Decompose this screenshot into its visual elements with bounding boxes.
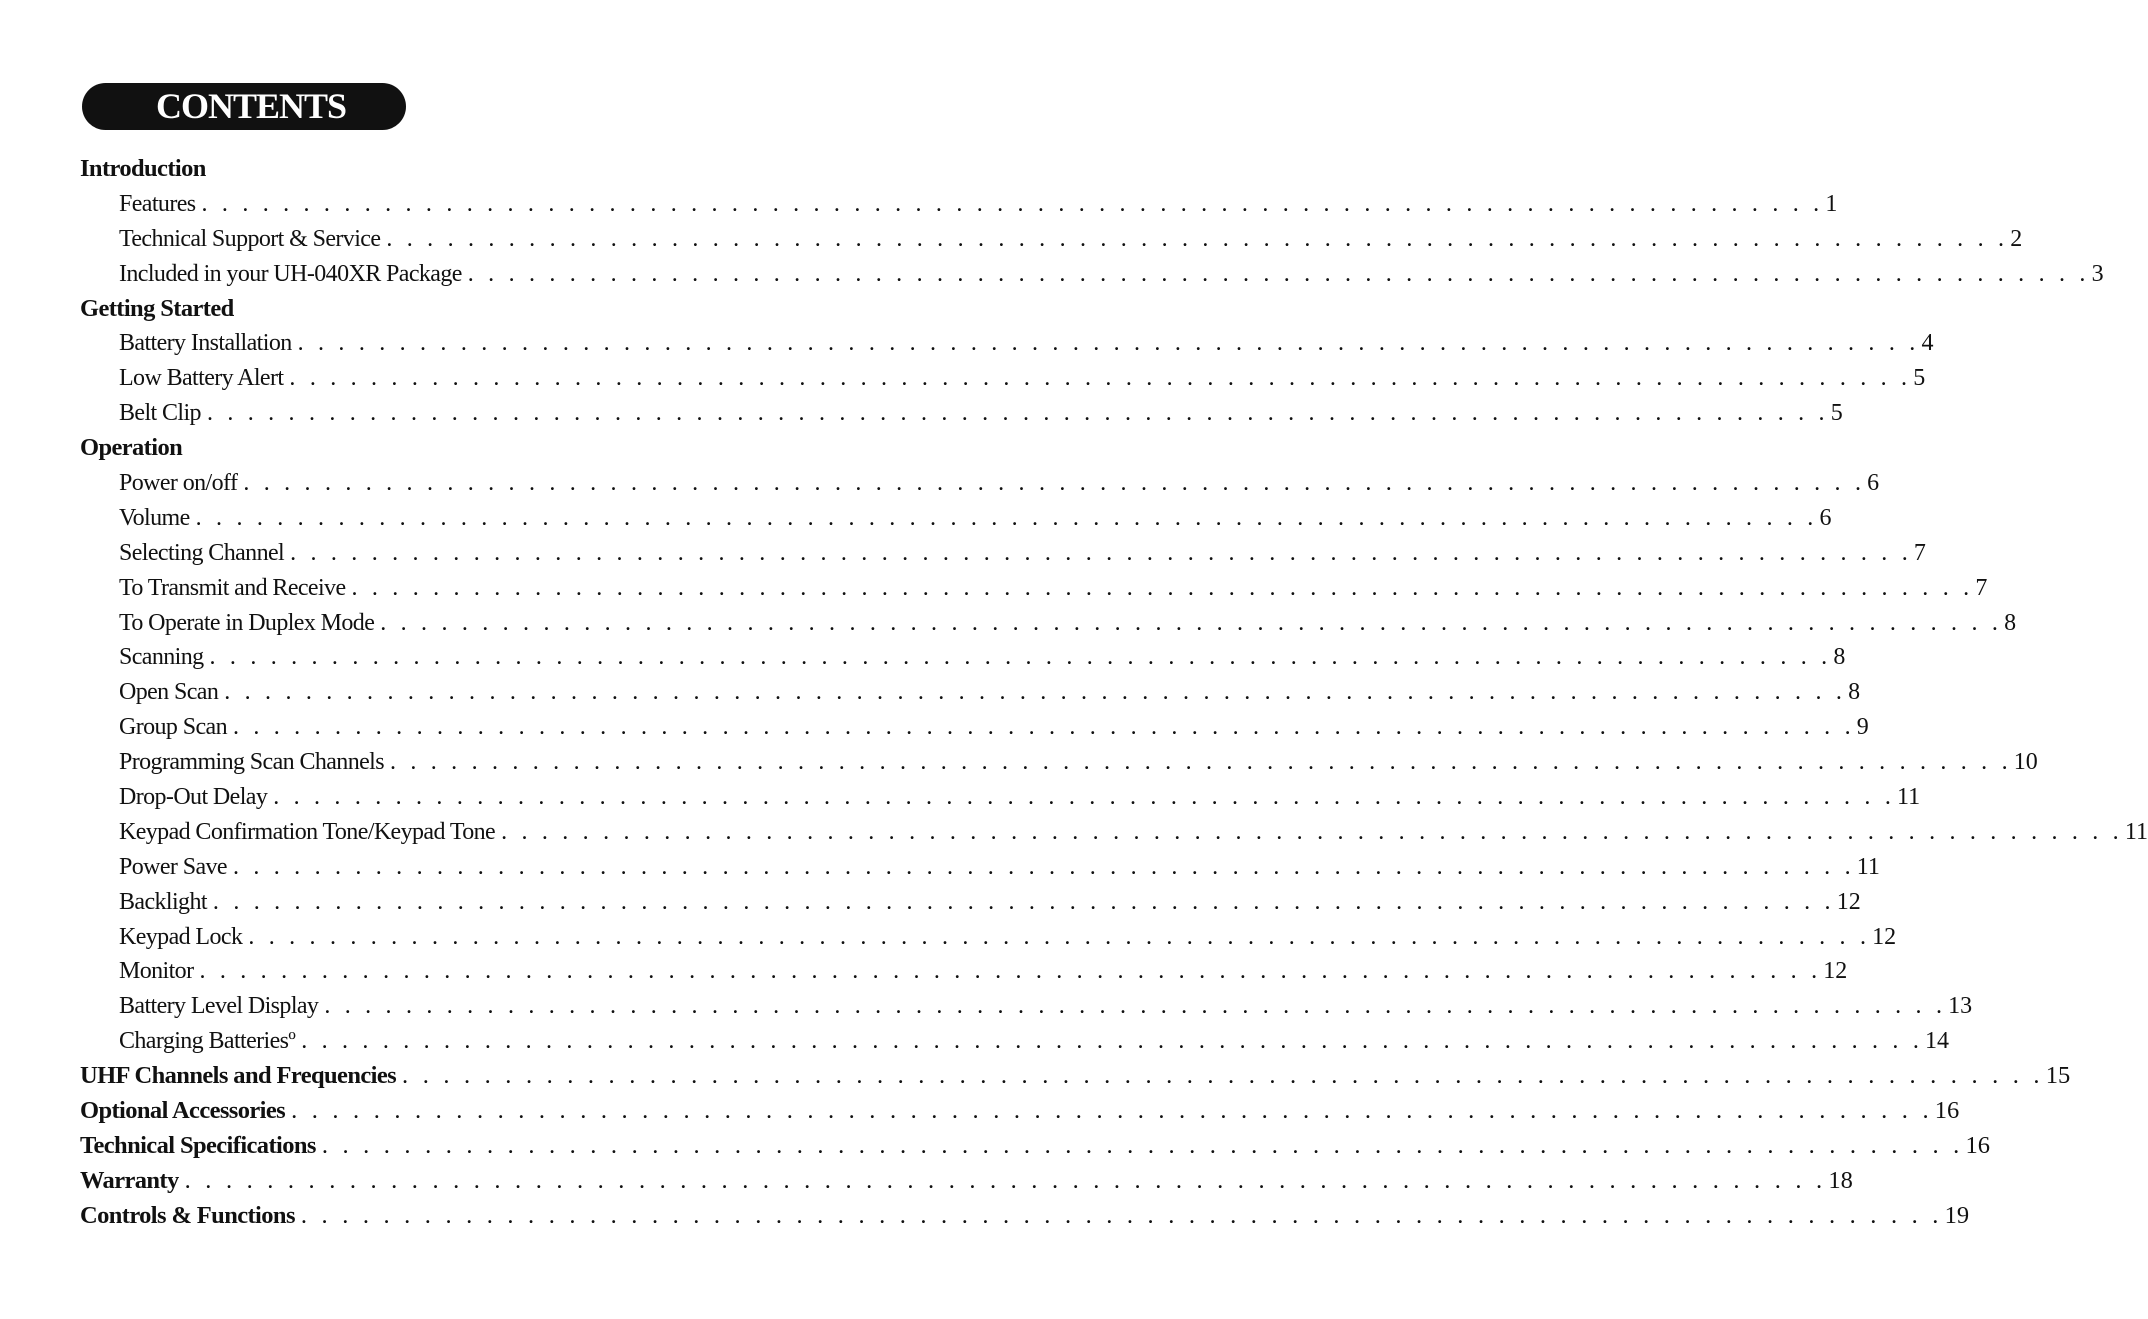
toc-entry-label: Getting Started <box>80 294 234 322</box>
toc-entry[interactable] <box>80 222 2023 257</box>
toc-entry[interactable] <box>80 396 1843 431</box>
toc-entry-label: Battery Level Display <box>119 993 319 1020</box>
toc-entry-label: Keypad Confirmation Tone/Keypad Tone <box>119 818 496 845</box>
dot-leader: . . . . . . . . . . . . . . . . . . . . . . . . . . . . . . . . . . . . . . . . . . . . . . . . . . . . . . . . . . . . . . . . . . . . . . . . . . . . . . . . <box>291 1097 1933 1125</box>
toc-section-heading[interactable] <box>80 1094 1960 1129</box>
toc-page-number: 9 <box>1856 714 1869 741</box>
toc-entry[interactable] <box>80 920 1897 955</box>
dot-leader: . . . . . . . . . . . . . . . . . . . . . . . . . . . . . . . . . . . . . . . . . . . . . . . . . . . . . . . . . . . . . . . . . . . . . . . . . . . . . . . . <box>380 609 2003 636</box>
toc-entry-label: Technical Specifications <box>80 1131 316 1159</box>
dot-leader: . . . . . . . . . . . . . . . . . . . . . . . . . . . . . . . . . . . . . . . . . . . . . . . . . . . . . . . . . . . . . . . . . . . . . . . . . . . . . . . . <box>389 749 2012 776</box>
toc-page-number: 4 <box>1921 330 1934 357</box>
toc-page-number: 8 <box>1848 679 1861 706</box>
toc-entry-label: To Transmit and Receive <box>119 574 346 601</box>
toc-entry[interactable] <box>80 815 2148 850</box>
dot-leader: . . . . . . . . . . . . . . . . . . . . . . . . . . . . . . . . . . . . . . . . . . . . . . . . . . . . . . . . . . . . . . . . . . . . . . . . . . . . . . . . <box>199 958 1822 985</box>
toc-entry-label: Volume <box>119 504 190 531</box>
toc-entry[interactable] <box>80 466 1880 501</box>
toc-page-number: 8 <box>2004 609 2017 636</box>
toc-entry-label: Controls & Functions <box>80 1201 295 1229</box>
toc-page-number: 10 <box>2013 749 2038 776</box>
toc-page-number: 3 <box>2091 260 2104 287</box>
toc-section-heading[interactable] <box>80 152 786 187</box>
dot-leader: . . . . . . . . . . . . . . . . . . . . . . . . . . . . . . . . . . . . . . . . . . . . . . . . . . . . . . . . . . . . . . . . . . . . . . . . . . . . . . . . <box>386 225 2009 252</box>
toc-entry-label: Scanning <box>119 644 204 671</box>
dot-leader: . . . . . . . . . . . . . . . . . . . . . . . . . . . . . . . . . . . . . . . . . . . . . . . . . . . . . . . . . . . . . . . . . . . . . . . . . . . . . . . . <box>501 818 2123 845</box>
toc-section-heading[interactable] <box>80 431 786 466</box>
toc-entry[interactable] <box>80 606 2017 641</box>
toc-page-number: 6 <box>1867 470 1880 497</box>
dot-leader: . . . . . . . . . . . . . . . . . . . . . . . . . . . . . . . . . . . . . . . . . . . . . . . . . . . . . . . . . . . . . . . . . . . . . . . . . . . . . . . . <box>232 853 1855 880</box>
toc-entry-label: Selecting Channel <box>119 539 285 566</box>
toc-entry-label: Included in your UH-040XR Package <box>119 260 462 287</box>
toc-page-number: 11 <box>1856 853 1880 880</box>
table-of-contents <box>80 152 2148 1234</box>
dot-leader: . . . . . . . . . . . . . . . . . . . . . . . . . . . . . . . . . . . . . . . . . . . . . . . . . . . . . . . . . . . . . . . . . . . . . . . . . . . . . . . . <box>301 1028 1924 1055</box>
dot-leader: . . . . . . . . . . . . . . . . . . . . . . . . . . . . . . . . . . . . . . . . . . . . . . . . . . . . . . . . . . . . . . . . . . . . . . . . . . . . . . . . <box>290 539 1912 566</box>
toc-entry[interactable] <box>80 640 1846 675</box>
dot-leader: . . . . . . . . . . . . . . . . . . . . . . . . . . . . . . . . . . . . . . . . . . . . . . . . . . . . . . . . . . . . . . . . . . . . . . . . . . . . . . . . <box>201 190 1824 217</box>
toc-page-number: 1 <box>1825 190 1838 217</box>
toc-entry-label: Technical Support & Service <box>119 225 381 252</box>
toc-page-number: 14 <box>1925 1028 1950 1055</box>
toc-entry-label: Introduction <box>80 155 206 182</box>
toc-entry-label: Optional Accessories <box>80 1097 286 1125</box>
toc-page-number: 8 <box>1833 644 1846 671</box>
toc-entry-label: Low Battery Alert <box>119 365 284 392</box>
toc-section-heading[interactable] <box>80 1129 1991 1164</box>
dot-leader: . . . . . . . . . . . . . . . . . . . . . . . . . . . . . . . . . . . . . . . . . . . . . . . . . . . . . . . . . . . . . . . . . . . . . . . . . . . . . . . . <box>297 330 1920 357</box>
dot-leader: . . . . . . . . . . . . . . . . . . . . . . . . . . . . . . . . . . . . . . . . . . . . . . . . . . . . . . . . . . . . . . . . . . . . . . . . . . . . . . . . <box>289 365 1912 392</box>
toc-entry-label: Charging Batteriesº <box>119 1028 296 1055</box>
dot-leader: . . . . . . . . . . . . . . . . . . . . . . . . . . . . . . . . . . . . . . . . . . . . . . . . . . . . . . . . . . . . . . . . . . . . . . . . . . . . . . . . <box>195 504 1818 531</box>
toc-entry[interactable] <box>80 989 1973 1024</box>
toc-page-number: 16 <box>1965 1131 1991 1159</box>
toc-page-number: 12 <box>1836 888 1861 915</box>
toc-entry[interactable] <box>80 850 1880 885</box>
toc-entry-label: Open Scan <box>119 679 219 706</box>
toc-page-number: 11 <box>1897 784 1921 811</box>
toc-page-number: 13 <box>1948 993 1973 1020</box>
dot-leader: . . . . . . . . . . . . . . . . . . . . . . . . . . . . . . . . . . . . . . . . . . . . . . . . . . . . . . . . . . . . . . . . . . . . . . . . . . . . . . . . <box>243 470 1866 497</box>
toc-section-heading[interactable] <box>80 1164 1853 1199</box>
toc-entry-label: Warranty <box>80 1166 179 1194</box>
dot-leader: . . . . . . . . . . . . . . . . . . . . . . . . . . . . . . . . . . . . . . . . . . . . . . . . . . . . . . . . . . . . . . . . . . . . . . . . . . . . . . . . <box>324 993 1947 1020</box>
toc-entry-label: Operation <box>80 434 183 462</box>
toc-page-number: 7 <box>1975 574 1988 601</box>
dot-leader: . . . . . . . . . . . . . . . . . . . . . . . . . . . . . . . . . . . . . . . . . . . . . . . . . . . . . . . . . . . . . . . . . . . . . . . . . . . . . . . . <box>232 714 1855 741</box>
toc-entry-label: Features <box>119 190 196 217</box>
toc-entry-label: Power on/off <box>119 470 238 497</box>
dot-leader: . . . . . . . . . . . . . . . . . . . . . . . . . . . . . . . . . . . . . . . . . . . . . . . . . . . . . . . . . . . . . . . . . . . . . . . . . . . . . . . . <box>351 574 1974 601</box>
toc-entry-label: UHF Channels and Frequencies <box>80 1062 397 1090</box>
toc-section-heading[interactable] <box>80 1059 2071 1094</box>
toc-entry-label: Battery Installation <box>119 330 292 357</box>
toc-entry[interactable] <box>80 780 1921 815</box>
toc-entry-label: Group Scan <box>119 714 227 741</box>
toc-page-number: 12 <box>1823 958 1848 985</box>
toc-entry[interactable] <box>80 745 2038 780</box>
toc-entry[interactable] <box>80 361 1926 396</box>
dot-leader: . . . . . . . . . . . . . . . . . . . . . . . . . . . . . . . . . . . . . . . . . . . . . . . . . . . . . . . . . . . . . . . . . . . . . . . . . . . . . . . . <box>321 1131 1964 1159</box>
dot-leader: . . . . . . . . . . . . . . . . . . . . . . . . . . . . . . . . . . . . . . . . . . . . . . . . . . . . . . . . . . . . . . . . . . . . . . . . . . . . . . . . <box>402 1062 2044 1090</box>
toc-entry[interactable] <box>80 675 1861 710</box>
toc-page-number: 7 <box>1913 539 1926 566</box>
toc-entry-label: Backlight <box>119 888 207 915</box>
dot-leader: . . . . . . . . . . . . . . . . . . . . . . . . . . . . . . . . . . . . . . . . . . . . . . . . . . . . . . . . . . . . . . . . . . . . . . . . . . . . . . . . <box>212 888 1835 915</box>
toc-entry-label: Monitor <box>119 958 194 985</box>
toc-entry-label: Drop-Out Delay <box>119 784 268 811</box>
dot-leader: . . . . . . . . . . . . . . . . . . . . . . . . . . . . . . . . . . . . . . . . . . . . . . . . . . . . . . . . . . . . . . . . . . . . . . . . . . . . . . . . <box>467 260 2090 287</box>
toc-page-number: 11 <box>2124 818 2148 845</box>
toc-section-heading[interactable] <box>80 292 786 327</box>
toc-page-number: 5 <box>1913 365 1926 392</box>
toc-entry[interactable] <box>80 536 1926 571</box>
toc-entry-label: Programming Scan Channels <box>119 749 384 776</box>
page-title: CONTENTS <box>156 86 347 126</box>
dot-leader: . . . . . . . . . . . . . . . . . . . . . . . . . . . . . . . . . . . . . . . . . . . . . . . . . . . . . . . . . . . . . . . . . . . . . . . . . . . . . . . . <box>224 679 1847 706</box>
toc-entry[interactable] <box>80 326 1934 361</box>
toc-page-number: 19 <box>1944 1201 1970 1229</box>
toc-entry-label: Power Save <box>119 853 227 880</box>
dot-leader: . . . . . . . . . . . . . . . . . . . . . . . . . . . . . . . . . . . . . . . . . . . . . . . . . . . . . . . . . . . . . . . . . . . . . . . . . . . . . . . . <box>209 644 1832 671</box>
toc-page-number: 16 <box>1934 1097 1960 1125</box>
toc-entry-label: To Operate in Duplex Mode <box>119 609 375 636</box>
title-banner <box>82 83 406 130</box>
dot-leader: . . . . . . . . . . . . . . . . . . . . . . . . . . . . . . . . . . . . . . . . . . . . . . . . . . . . . . . . . . . . . . . . . . . . . . . . . . . . . . . . <box>206 400 1829 427</box>
toc-entry[interactable] <box>80 885 1861 920</box>
toc-page-number: 2 <box>2010 225 2023 252</box>
toc-entry[interactable] <box>80 710 1869 745</box>
dot-leader: . . . . . . . . . . . . . . . . . . . . . . . . . . . . . . . . . . . . . . . . . . . . . . . . . . . . . . . . . . . . . . . . . . . . . . . . . . . . . . . . <box>248 923 1871 950</box>
toc-page-number: 5 <box>1830 400 1843 427</box>
toc-page-number: 18 <box>1828 1166 1853 1194</box>
toc-page-number: 6 <box>1819 504 1832 531</box>
toc-entry[interactable] <box>80 501 1832 536</box>
toc-entry-label: Keypad Lock <box>119 923 243 950</box>
toc-section-heading[interactable] <box>80 1199 1970 1234</box>
toc-entry[interactable] <box>80 954 1848 989</box>
dot-leader: . . . . . . . . . . . . . . . . . . . . . . . . . . . . . . . . . . . . . . . . . . . . . . . . . . . . . . . . . . . . . . . . . . . . . . . . . . . . . . . . <box>273 784 1896 811</box>
toc-entry[interactable] <box>80 257 2104 292</box>
toc-page-number: 12 <box>1872 923 1897 950</box>
toc-entry[interactable] <box>80 571 1988 606</box>
toc-entry[interactable] <box>80 1024 1950 1059</box>
toc-entry-label: Belt Clip <box>119 400 201 427</box>
toc-page-number: 15 <box>2045 1062 2071 1090</box>
dot-leader: . . . . . . . . . . . . . . . . . . . . . . . . . . . . . . . . . . . . . . . . . . . . . . . . . . . . . . . . . . . . . . . . . . . . . . . . . . . . . . . . <box>300 1201 1943 1229</box>
toc-entry[interactable] <box>80 187 1838 222</box>
dot-leader: . . . . . . . . . . . . . . . . . . . . . . . . . . . . . . . . . . . . . . . . . . . . . . . . . . . . . . . . . . . . . . . . . . . . . . . . . . . . . . . . <box>184 1166 1827 1194</box>
